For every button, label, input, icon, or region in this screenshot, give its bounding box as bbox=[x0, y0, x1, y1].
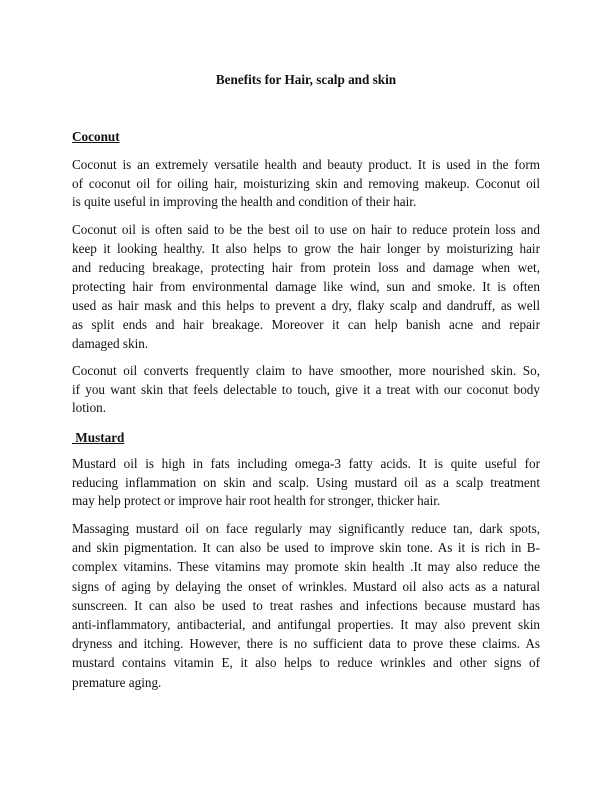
paragraph-line: dryness and itching. However, there is no sufficient data to prove these claims. As bbox=[72, 636, 540, 652]
section-heading: Mustard bbox=[72, 430, 125, 445]
section-heading: Coconut bbox=[72, 129, 120, 144]
paragraph-line: anti-inflammatory, antibacterial, and antifungal properties. It may also prevent skin bbox=[72, 617, 540, 632]
document-title: Benefits for Hair, scalp and skin bbox=[215, 72, 397, 87]
paragraph-line: may help protect or improve hair root health for stronger, thicker hair. bbox=[72, 493, 441, 508]
paragraph-line: Massaging mustard oil on face regularly may significantly reduce tan, dark spots, bbox=[72, 521, 540, 536]
paragraph-line: lotion. bbox=[72, 400, 107, 415]
paragraph-line: damaged skin. bbox=[72, 336, 149, 351]
paragraph-line: and skin pigmentation. It can also be used to improve skin tone. As it is rich in B- bbox=[72, 540, 540, 556]
paragraph-line: Coconut oil converts frequently claim to have smoother, more nourished skin. So, bbox=[72, 363, 540, 378]
paragraph-line: premature aging. bbox=[72, 674, 162, 690]
paragraph-line: mustard contains vitamin E, it also helps to reduce wrinkles and other signs of bbox=[72, 655, 540, 671]
paragraph-line: is quite useful in improving the health and condition of their hair. bbox=[72, 194, 417, 209]
paragraph-line: keep it looking healthy. It also helps to grow the hair longer by moisturizing hair bbox=[72, 241, 540, 256]
paragraph-line: Mustard oil is high in fats including omega-3 fatty acids. It is quite useful for bbox=[72, 456, 540, 471]
paragraph-line: complex vitamins. These vitamins may promote skin health .It may also reduce the bbox=[72, 559, 540, 575]
paragraph-line: used as hair mask and this helps to prevent a dry, flaky scalp and dandruff, as well bbox=[72, 298, 540, 313]
paragraph-line: protecting hair from environmental damage like wind, sun and smoke. It is often bbox=[72, 279, 540, 294]
paragraph-line: signs of aging by delaying the onset of wrinkles. Mustard oil also acts as a natural bbox=[72, 578, 540, 594]
paragraph-line: Coconut oil is often said to be the best oil to use on hair to reduce protein loss and bbox=[72, 222, 540, 237]
paragraph-line: Coconut is an extremely versatile health and beauty product. It is used in the form bbox=[72, 157, 540, 172]
paragraph-line: reducing inflammation on skin and scalp. Using mustard oil as a scalp treatment bbox=[72, 474, 540, 490]
paragraph-line: and reducing breakage, protecting hair from protein loss and damage when wet, bbox=[72, 260, 540, 275]
paragraph-line: if you want skin that feels delectable to touch, give it a treat with our coconut body bbox=[72, 381, 540, 397]
paragraph-line: of coconut oil for oiling hair, moisturizing skin and removing makeup. Coconut oil bbox=[72, 175, 540, 191]
paragraph-line: sunscreen. It can also be used to treat rashes and infections because mustard has bbox=[72, 597, 540, 613]
paragraph-line: as split ends and hair breakage. Moreover it can help banish acne and repair bbox=[72, 317, 540, 332]
